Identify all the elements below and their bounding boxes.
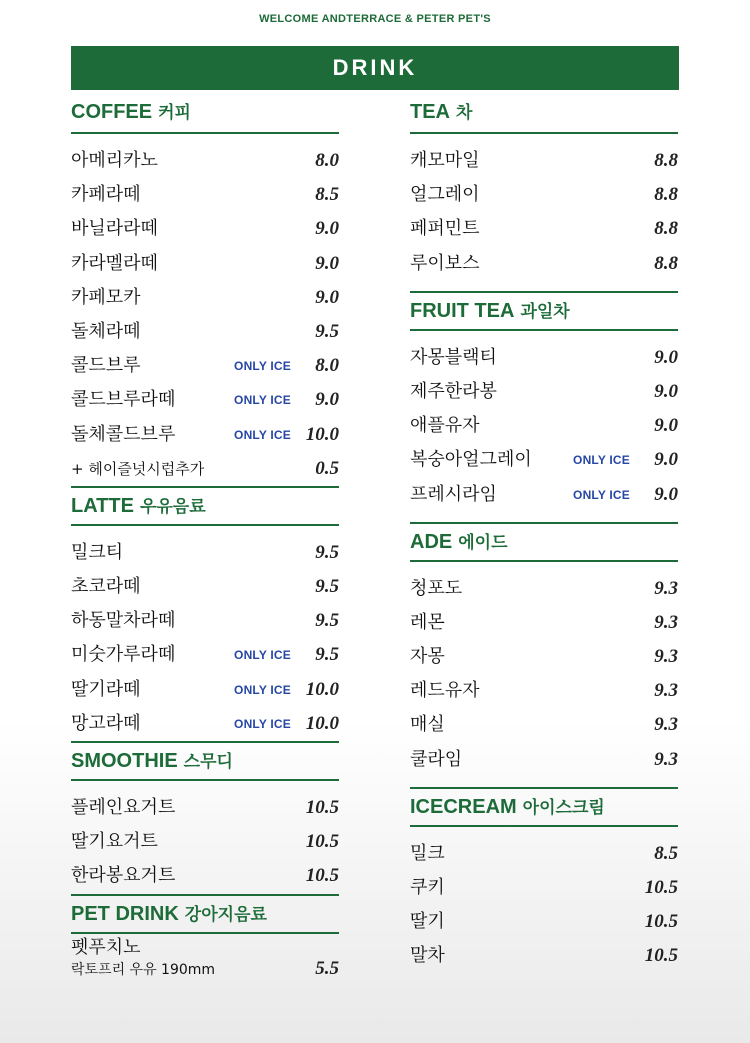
drink-banner: DRINK — [71, 46, 679, 90]
menu-item-name: 루이보스 — [410, 252, 480, 274]
menu-item-name: 미숫가루라떼 — [71, 644, 176, 666]
menu-item-price: 9.0 — [315, 286, 339, 308]
menu-item-name: + 헤이즐넛시럽추가 — [71, 459, 205, 478]
menu-item — [410, 212, 678, 246]
only-ice-badge: ONLY ICE — [234, 716, 291, 731]
spacer — [410, 281, 678, 291]
section-title-ko: 스무디 — [183, 752, 233, 772]
menu-item-name: 자몽블랙티 — [410, 346, 497, 368]
menu-item-name: 딸기 — [410, 911, 445, 933]
menu-item — [71, 383, 339, 417]
menu-item-name: 카페모카 — [71, 286, 141, 308]
section-title-ko: 커피 — [158, 103, 191, 123]
menu-item-name: 콜드브루 — [71, 355, 141, 377]
menu-item — [71, 638, 339, 672]
section-title-en: LATTE — [71, 494, 134, 517]
menu-item — [410, 674, 678, 708]
section-heading — [71, 894, 339, 934]
latte-section — [71, 486, 339, 741]
menu-item-price: 10.5 — [644, 911, 678, 933]
menu-item-name: 매실 — [410, 714, 445, 736]
menu-item-price: 8.8 — [654, 150, 678, 171]
menu-item-name: 자몽 — [410, 646, 445, 668]
menu-item — [410, 606, 678, 640]
menu-item-name: 플레인요거트 — [71, 797, 176, 818]
menu-item-name: 돌체콜드브루 — [71, 423, 176, 445]
menu-item-name: 레드유자 — [410, 680, 480, 702]
section-heading — [71, 486, 339, 526]
section-heading — [71, 741, 339, 781]
menu-item — [71, 707, 339, 741]
menu-item — [410, 708, 678, 742]
tea-section — [410, 94, 678, 281]
menu-item-name: 딸기라떼 — [71, 678, 141, 700]
menu-item — [71, 178, 339, 212]
section-heading — [410, 522, 678, 562]
menu-item-price: 10.0 — [305, 678, 339, 700]
only-ice-badge: ONLY ICE — [234, 648, 291, 663]
smoothie-section — [71, 741, 339, 894]
menu-item-name: 하동말차라떼 — [71, 610, 176, 632]
menu-item-price: 9.0 — [654, 380, 678, 402]
section-title-ko: 과일차 — [520, 301, 570, 322]
menu-item — [410, 247, 678, 281]
menu-item — [410, 443, 678, 477]
menu-item-price: 9.0 — [315, 252, 339, 274]
menu-item — [410, 144, 678, 178]
menu-item — [410, 478, 678, 512]
menu-item-price: 9.0 — [315, 389, 339, 411]
menu-item — [71, 825, 339, 859]
menu-item-price: 8.5 — [315, 184, 339, 206]
section-title-ko: 강아지음료 — [184, 904, 267, 925]
menu-item — [71, 859, 339, 893]
menu-list — [71, 781, 339, 894]
menu-item — [410, 409, 678, 443]
section-title-ko: 아이스크림 — [522, 797, 605, 818]
icecream-section — [410, 787, 678, 974]
menu-item-price: 9.3 — [654, 611, 678, 633]
menu-item — [71, 791, 339, 825]
menu-item-price: 9.3 — [654, 714, 678, 736]
menu-item-price: 8.8 — [654, 184, 678, 206]
menu-item-price: 10.5 — [644, 877, 678, 898]
menu-item-name: 딸기요거트 — [71, 831, 158, 853]
section-title-en: COFFEE — [71, 101, 153, 123]
menu-item-price: 9.3 — [654, 577, 678, 599]
menu-item — [71, 452, 339, 486]
menu-list — [410, 134, 678, 281]
menu-item-name: 바닐라라떼 — [71, 218, 158, 240]
only-ice-badge: ONLY ICE — [573, 453, 630, 468]
menu-item-name: 한라봉요거트 — [71, 865, 176, 887]
menu-item — [410, 743, 678, 777]
section-title-en: PET DRINK — [71, 902, 179, 925]
spacer — [410, 777, 678, 787]
menu-item-price: 9.3 — [654, 748, 678, 770]
section-title-en: SMOOTHIE — [71, 750, 178, 772]
menu-item-name: 돌체라떼 — [71, 320, 141, 342]
menu-item-name: 페퍼민트 — [410, 218, 480, 240]
only-ice-badge: ONLY ICE — [573, 487, 630, 502]
menu-item — [410, 178, 678, 212]
menu-item — [71, 212, 339, 246]
menu-item — [71, 144, 339, 178]
menu-item — [410, 375, 678, 409]
menu-item — [410, 939, 678, 973]
menu-item-price: 9.5 — [315, 576, 339, 598]
menu-item-name: 얼그레이 — [410, 184, 480, 206]
menu-item — [71, 315, 339, 349]
menu-list — [410, 827, 678, 974]
menu-item — [71, 418, 339, 452]
menu-item — [71, 247, 339, 281]
section-title-en: ICECREAM — [410, 795, 517, 818]
left-column — [71, 94, 339, 986]
menu-item-name: 말차 — [410, 945, 445, 967]
menu-item — [410, 640, 678, 674]
menu-item-price: 8.0 — [315, 355, 339, 377]
menu-list — [71, 134, 339, 486]
menu-item — [410, 837, 678, 871]
only-ice-badge: ONLY ICE — [234, 682, 291, 697]
menu-item-price: 10.0 — [305, 423, 339, 445]
section-heading — [71, 94, 339, 134]
section-heading — [410, 291, 678, 331]
right-column — [410, 94, 678, 974]
menu-item — [410, 871, 678, 905]
menu-list — [410, 331, 678, 512]
menu-item — [71, 934, 339, 986]
menu-item-name: 카라멜라떼 — [71, 252, 158, 274]
section-title-en: ADE — [410, 530, 453, 553]
menu-list — [410, 562, 678, 777]
menu-item — [71, 536, 339, 570]
menu-item-price: 9.5 — [315, 610, 339, 632]
menu-item-price: 9.3 — [654, 680, 678, 702]
only-ice-badge: ONLY ICE — [234, 393, 291, 408]
menu-item-price: 8.5 — [654, 842, 678, 864]
menu-item-price: 10.5 — [644, 945, 678, 967]
menu-item-name: 밀크 — [410, 842, 445, 864]
section-heading — [410, 94, 678, 134]
coffee-section — [71, 94, 339, 486]
menu-item — [71, 349, 339, 383]
menu-item-price: 10.5 — [305, 831, 339, 853]
menu-item-description: 락토프리 우유 190mm — [71, 961, 216, 978]
fruit-tea-section — [410, 291, 678, 512]
menu-item-name: 쿠키 — [410, 877, 445, 898]
section-title-en: TEA — [410, 101, 450, 123]
menu-item — [71, 604, 339, 638]
menu-item — [410, 572, 678, 606]
menu-list — [71, 526, 339, 741]
section-heading — [410, 787, 678, 827]
menu-item-price: 9.5 — [315, 541, 339, 563]
section-title-ko: 우유음료 — [139, 496, 206, 517]
spacer — [410, 512, 678, 522]
welcome-title: WELCOME ANDTERRACE & PETER PET'S — [259, 13, 491, 25]
menu-item — [71, 281, 339, 315]
section-title-ko: 에이드 — [458, 532, 508, 553]
menu-item-price: 10.5 — [305, 865, 339, 887]
menu-item-name: 청포도 — [410, 577, 463, 599]
menu-item-name: 초코라떼 — [71, 576, 141, 598]
menu-item-price: 8.0 — [315, 150, 339, 171]
menu-item-price: 9.5 — [315, 644, 339, 666]
menu-item-name: 쿨라임 — [410, 748, 463, 770]
menu-item-name: 콜드브루라떼 — [71, 389, 176, 411]
menu-item-price: 5.5 — [315, 957, 339, 979]
only-ice-badge: ONLY ICE — [234, 359, 291, 374]
menu-item-name: 애플유자 — [410, 415, 480, 437]
menu-item-name: 제주한라봉 — [410, 380, 497, 402]
menu-item-price: 9.0 — [654, 483, 678, 505]
section-title-ko: 차 — [456, 103, 473, 123]
menu-item-name: 밀크티 — [71, 541, 124, 563]
menu-item — [71, 570, 339, 604]
pet-drink-section — [71, 894, 339, 986]
ade-section — [410, 522, 678, 777]
menu-item-price: 9.0 — [654, 415, 678, 437]
menu-item-price: 9.0 — [654, 449, 678, 471]
menu-item-name: 망고라떼 — [71, 712, 141, 734]
menu-item-name: 아메리카노 — [71, 150, 158, 171]
menu-item — [410, 905, 678, 939]
menu-item-name: 복숭아얼그레이 — [410, 449, 532, 471]
menu-item-name: 캐모마일 — [410, 150, 480, 171]
menu-item-price: 9.0 — [654, 346, 678, 368]
menu-item-price: 8.8 — [654, 252, 678, 274]
menu-item-name: 펫푸치노 — [71, 936, 141, 958]
menu-item-price: 9.5 — [315, 320, 339, 342]
menu-item-price: 0.5 — [315, 457, 339, 479]
menu-item — [71, 673, 339, 707]
menu-item-name: 레몬 — [410, 611, 445, 633]
menu-item-name: 카페라떼 — [71, 184, 141, 206]
menu-item-price: 8.8 — [654, 218, 678, 240]
only-ice-badge: ONLY ICE — [234, 427, 291, 442]
menu-item-price: 10.5 — [305, 797, 339, 818]
menu-item — [410, 341, 678, 375]
menu-item-name: 프레시라임 — [410, 483, 497, 505]
section-title-en: FRUIT TEA — [410, 299, 515, 322]
menu-item-price: 9.0 — [315, 218, 339, 240]
menu-item-price: 10.0 — [305, 712, 339, 734]
menu-item-price: 9.3 — [654, 646, 678, 668]
